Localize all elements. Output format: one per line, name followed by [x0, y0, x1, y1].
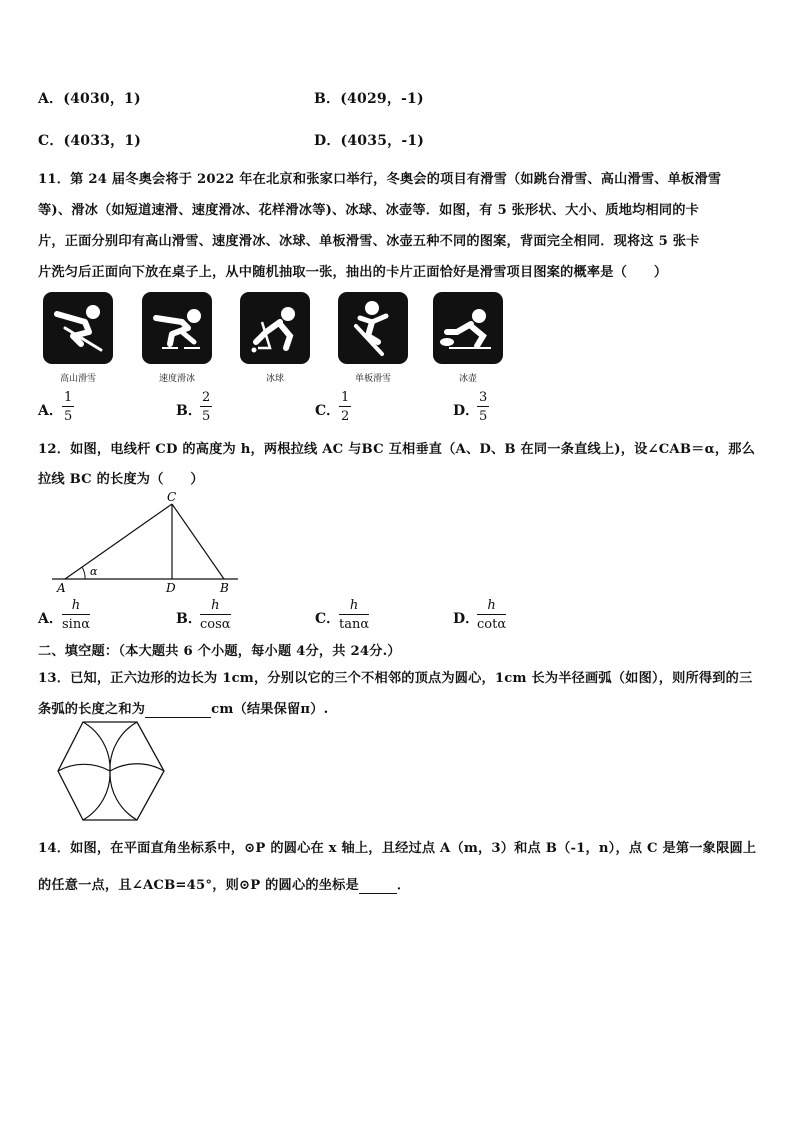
speed-skating-icon	[142, 292, 212, 364]
section-2-heading: 二、填空题：（本大题共 6 个小题，每小题 4分，共 24分.）	[38, 644, 401, 659]
denominator: 5	[479, 409, 488, 424]
denominator: 5	[64, 409, 73, 424]
curling-icon	[433, 292, 503, 364]
card-curling	[433, 292, 503, 364]
q13-line-2	[38, 698, 328, 718]
q11-option-d-fraction	[477, 391, 489, 423]
q11-line-1: 11．第 24 届冬奥会将于 2022 年在北京和张家口举行，冬奥会的项目有滑雪（如跳台滑雪、高山滑雪、单板滑雪	[38, 172, 722, 187]
q10-option-a: A．(4030，1)	[38, 91, 141, 107]
q13-line-2-pre: 条弧的长度之和为	[38, 702, 146, 717]
numerator: h	[71, 598, 81, 613]
q11-option-a-label: A．	[38, 403, 63, 419]
card-alpine-skiing	[43, 292, 113, 364]
q12-option-c-label: C．	[315, 611, 341, 627]
q12-line-2: 拉线 BC 的长度为（ ）	[38, 472, 204, 487]
q11-line-2: 等)、滑冰（如短道速滑、速度滑冰、花样滑冰等)、冰球、冰壶等．如图，有 5 张形状、大小、质地均相同的卡	[38, 203, 700, 218]
label-c: C	[167, 490, 177, 504]
denominator: sinα	[62, 617, 90, 632]
q12-option-d-label: D．	[453, 611, 480, 627]
q13-line-2-post: cm（结果保留π）.	[211, 702, 329, 717]
answer-blank[interactable]	[359, 878, 397, 894]
q11-line-4: 片洗匀后正面向下放在桌子上，从中随机抽取一张，抽出的卡片正面恰好是滑雪项目图案的概率是（ ）	[38, 265, 668, 280]
card-ice-hockey	[240, 292, 310, 364]
q12-line-1: 12．如图，电线杆 CD 的高度为 h，两根拉线 AC 与BC 互相垂直（A、D、B 在同一条直线上)，设∠CAB＝α，那么	[38, 442, 756, 457]
q10-option-b: B．(4029，-1)	[314, 91, 424, 107]
q12-option-c-fraction	[339, 599, 369, 631]
q11-option-c-label: C．	[315, 403, 341, 419]
alpine-skiing-icon	[43, 292, 113, 364]
card-snowboard	[338, 292, 408, 364]
q10-option-d: D．(4035，-1)	[314, 133, 425, 149]
card-label-1: 高山滑雪	[59, 374, 96, 384]
q13-hexagon-figure	[56, 720, 166, 824]
numerator: h	[349, 598, 359, 613]
q11-option-d-label: D．	[453, 403, 480, 419]
q12-option-b-label: B．	[176, 611, 202, 627]
q14-line-2-post: ．	[396, 878, 411, 893]
q10-option-c: C．(4033，1)	[38, 133, 142, 149]
q11-option-c-fraction	[339, 391, 351, 423]
snowboard-icon	[338, 292, 408, 364]
q14-line-2-pre: 的任意一点，且∠ACB=45°，则⊙P 的圆心的坐标是	[38, 878, 359, 893]
numerator: 3	[479, 390, 488, 405]
card-label-5: 冰壶	[458, 374, 477, 384]
card-speed-skating	[142, 292, 212, 364]
q14-line-1: 14．如图，在平面直角坐标系中，⊙P 的圆心在 x 轴上，且经过点 A（m，3）和点 B（-1，n），点 C 是第一象限圆上	[38, 841, 757, 856]
q11-option-b-fraction	[200, 391, 212, 423]
numerator: h	[487, 598, 496, 613]
q12-triangle-figure	[52, 488, 242, 598]
q12-option-d-fraction	[477, 599, 506, 631]
numerator: h	[211, 598, 220, 613]
numerator: 1	[341, 390, 350, 405]
q11-option-a-fraction	[62, 391, 74, 423]
q13-line-1: 13．已知，正六边形的边长为 1cm，分别以它的三个不相邻的顶点为圆心，1cm 长为半径画弧（如图），则所得到的三	[38, 671, 753, 686]
q11-option-b-label: B．	[176, 403, 202, 419]
q12-option-a-fraction	[62, 599, 90, 631]
label-d: D	[166, 581, 176, 595]
card-label-3: 冰球	[265, 374, 284, 384]
q11-line-3: 片，正面分别印有高山滑雪、速度滑冰、冰球、单板滑雪、冰壶五种不同的图案，背面完全相同．现将这 5 张卡	[38, 234, 700, 249]
q14-line-2	[38, 874, 410, 894]
label-a: A	[57, 581, 66, 595]
denominator: cotα	[477, 617, 507, 632]
card-label-2: 速度滑冰	[158, 374, 195, 384]
answer-blank[interactable]	[145, 702, 211, 718]
q12-option-b-fraction	[200, 599, 231, 631]
numerator: 1	[64, 390, 73, 405]
card-label-4: 单板滑雪	[354, 374, 391, 384]
label-alpha: α	[90, 565, 98, 578]
denominator: 2	[341, 409, 350, 424]
numerator: 2	[202, 390, 211, 405]
denominator: cosα	[200, 617, 231, 632]
ice-hockey-icon	[240, 292, 310, 364]
label-b: B	[220, 581, 229, 595]
denominator: 5	[202, 409, 211, 424]
denominator: tanα	[339, 617, 370, 632]
q12-option-a-label: A．	[38, 611, 63, 627]
